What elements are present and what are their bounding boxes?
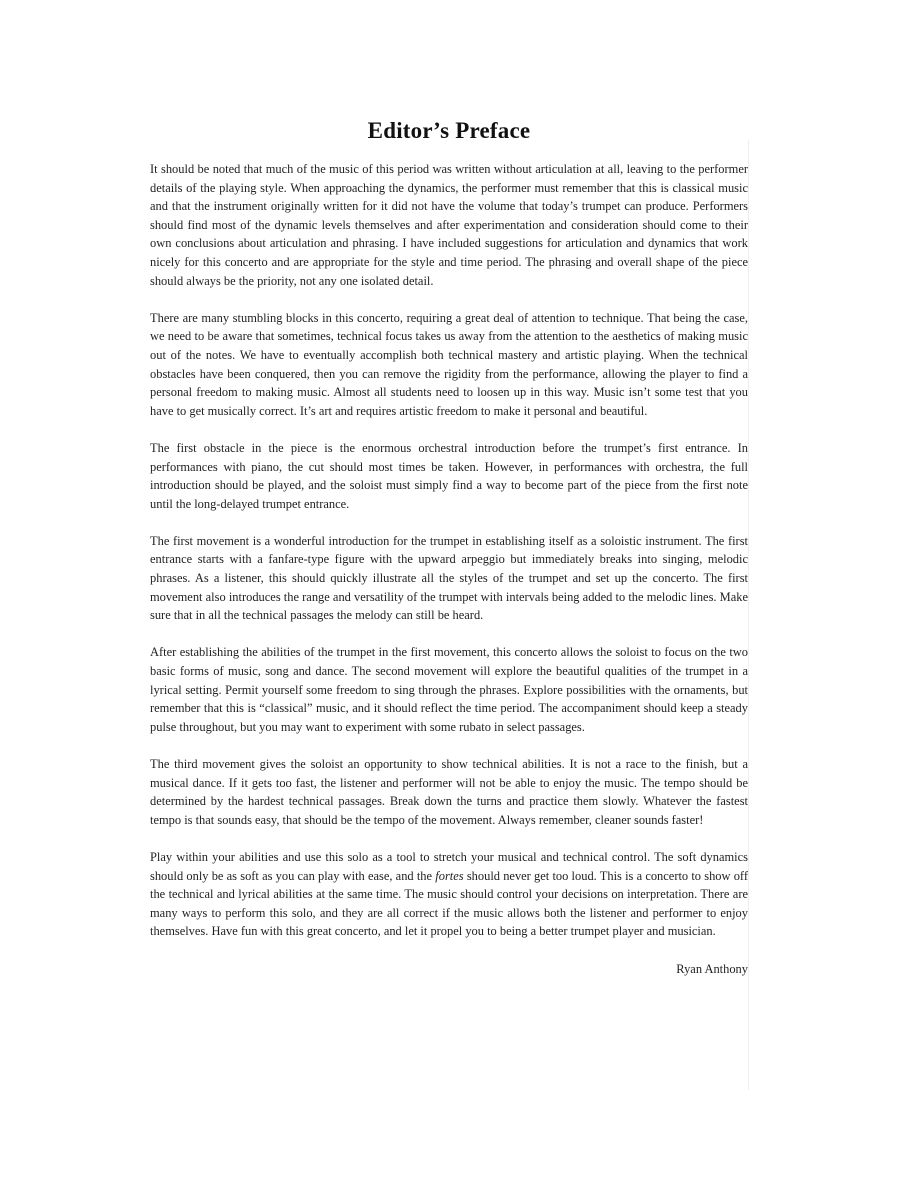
paragraph-introduction: The first obstacle in the piece is the enormous orchestral introduction before the trumpet’s first entrance. In performances with piano, the cut should most times be taken. However, in performances with orchestra, the full introduction should be played, and the soloist must simply find a way to become part of the piece from the first note until the long-delayed trumpet entrance. xyxy=(150,440,748,511)
paragraph-closing xyxy=(150,848,748,941)
paragraph-technique: There are many stumbling blocks in this concerto, requiring a great deal of attention to technique. That being the case, we need to be aware that sometimes, technical focus takes us away from the attention to the aesthetics of making music out of the notes. We have to eventually accomplish both technical mastery and artistic playing. When the technical obstacles have been conquered, then you can remove the rigidity from the performance, allowing the player to find a personal freedom to making music. Almost all students need to loosen up in this way. Music isn’t some test that you have to get musically correct. It’s art and requires artistic freedom to make it personal and beautiful. xyxy=(150,310,748,418)
closing-text-end: should never get too loud. This is a concerto to show off the technical and lyrical abilities at the same time. The music should control your decisions on interpretation. There are many ways to perform this solo, and they are all correct if the music allows both the listener and performer to enjoy themselves. Have fun with this great concerto, and let it propel you to being a better trumpet player and musician. xyxy=(150,868,748,939)
paragraph-second-movement: After establishing the abilities of the trumpet in the first movement, this concerto allows the soloist to focus on the two basic forms of music, song and dance. The second movement will explore the beautiful qualities of the trumpet in a lyrical setting. Permit yourself some freedom to sing through the phrases. Explore possibilities with the ornaments, but remember that this is “classical” music, and it should reflect the time period. The accompaniment should keep a steady pulse throughout, but you may want to experiment with some rubato in select passages. xyxy=(150,645,748,734)
closing-text-italic: fortes xyxy=(435,868,464,883)
paragraph-third-movement: The third movement gives the soloist an opportunity to show technical abilities. It is not a race to the finish, but a musical dance. If it gets too fast, the listener and performer will not be able to enjoy the music. The tempo should be determined by the hardest technical passages. Break down the turns and practice them slowly. Whatever the fastest tempo is that sounds easy, that should be the tempo of the movement. Always remember, cleaner sounds faster! xyxy=(150,757,748,827)
page-edge-divider xyxy=(748,140,749,1090)
author-signature: Ryan Anthony xyxy=(676,961,748,976)
closing-text-start: Play within your abilities and use this solo as a tool to stretch your musical and technical control. The soft dynamics should only be as soft as you can play with ease, and the xyxy=(150,849,748,883)
document-page xyxy=(150,118,748,978)
paragraph-articulation: It should be noted that much of the music of this period was written without articulation at all, leaving to the performer details of the playing style. When approaching the dynamics, the performer must remember that this is classical music and that the instrument originally written for it did not have the volume that today’s trumpet can produce. Performers should find most of the dynamic levels themselves and after experimentation and consideration should come to their own conclusions about articulation and phrasing. I have included suggestions for articulation and dynamics that work nicely for this concerto and are appropriate for the style and time period. The phrasing and overall shape of the piece should always be the priority, not any one isolated detail. xyxy=(150,162,748,288)
page-title: Editor’s Preface xyxy=(367,118,531,143)
paragraph-first-movement: The first movement is a wonderful introduction for the trumpet in establishing itself as a soloistic instrument. The first entrance starts with a fanfare-type figure with the upward arpeggio but immediately breaks into singing, melodic phrases. As a listener, this should quickly illustrate all the styles of the trumpet and set up the concerto. The first movement also introduces the range and versatility of the trumpet with intervals being added to the melodic lines. Make sure that in all the technical passages the melody can still be heard. xyxy=(150,533,748,623)
